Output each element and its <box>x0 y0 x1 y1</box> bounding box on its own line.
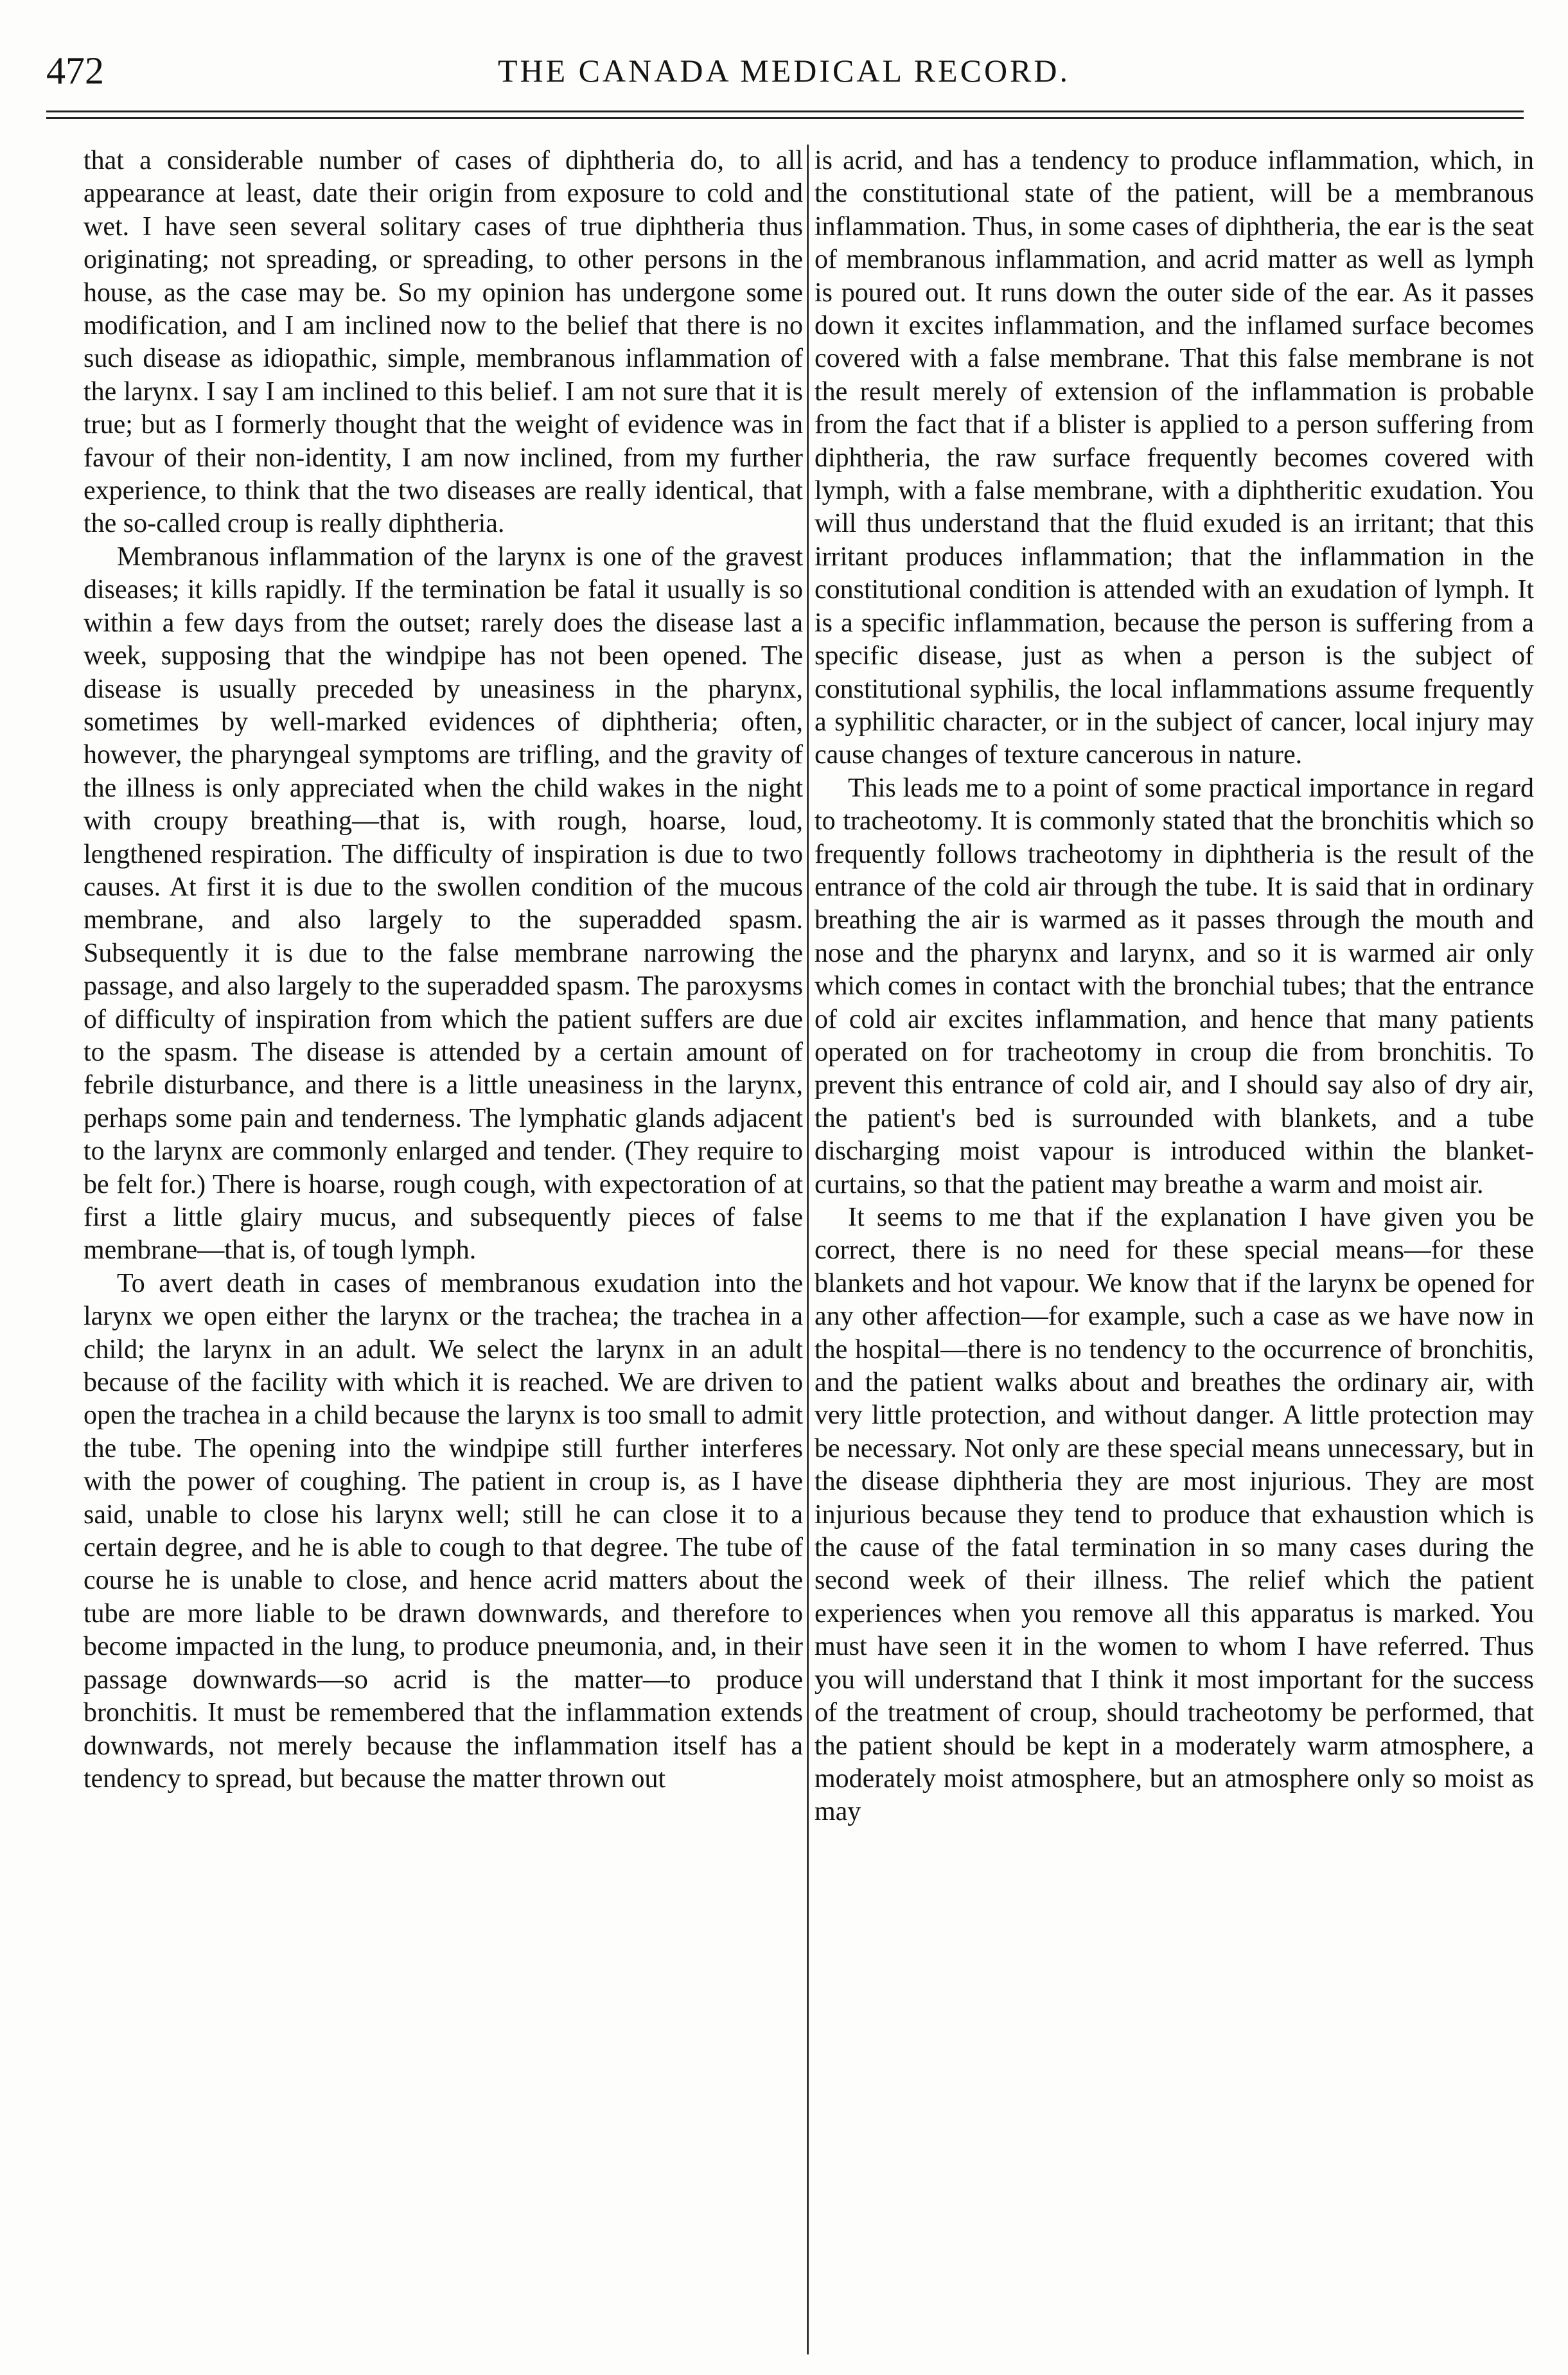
right-column <box>815 145 1534 2354</box>
journal-title: THE CANADA MEDICAL RECORD. <box>497 53 1071 89</box>
running-head <box>0 45 1568 96</box>
header-rule-bottom <box>46 117 1524 119</box>
paragraph-continued: that a considerable number of cases of diphtheria do, to all appearance at least, date their origin from exposure to cold and wet. I have seen several solitary cases of true diphtheria thus originating; not spreading, or spreading, to other persons in the house, as the case may be. So my opinion has undergone some modification, and I am inclined now to the belief that there is no such disease as idiopathic, simple, membranous inflammation of the larynx. I say I am inclined to this belief. I am not sure that it is true; but as I formerly thought that the weight of evidence was in favour of their non-identity, I am now inclined, from my further experience, to think that the two diseases are really identical, that the so-called croup is really diphtheria. <box>84 146 803 539</box>
paragraph: This leads me to a point of some practical importance in regard to tracheotomy. It is commonly stated that the bronchitis which so frequently follows tracheotomy in diphtheria is the result of the entrance of the cold air through the tube. It is said that in ordinary breathing the air is warmed as it passes through the mouth and nose and the pharynx and larynx, and so it is warmed air only which comes in contact with the bronchial tubes; that the entrance of cold air excites inflammation, and hence that many patients operated on for tracheotomy in croup die from bronchitis. To prevent this entrance of cold air, and I should say also of dry air, the patient's bed is surrounded with blankets, and a tube discharging moist vapour is introduced within the blanket-curtains, so that the patient may breathe a warm and moist air. <box>815 773 1534 1199</box>
paragraph: To avert death in cases of membranous exudation into the larynx we open either the larynx or the trachea; the trachea in a child; the larynx in an adult. We select the larynx in an adult because of the facility with which it is reached. We are driven to open the trachea in a child because the larynx is too small to admit the tube. The opening into the windpipe still further interferes with the power of coughing. The patient in croup is, as I have said, unable to close his larynx well; still he can close it to a certain degree, and he is able to cough to that degree. The tube of course he is unable to close, and hence acrid matters about the tube are more liable to be drawn downwards, and therefore to become impacted in the lung, to produce pneumonia, and, in their passage downwards—so acrid is the matter—to produce bronchitis. It must be remembered that the inflammation extends downwards, not merely because the inflammation itself has a tendency to spread, but because the matter thrown out <box>84 1268 803 1794</box>
paragraph: Membranous inflammation of the larynx is one of the gravest diseases; it kills rapidly. If the termination be fatal it usually is so within a few days from the outset; rarely does the disease last a week, supposing that the windpipe has not been opened. The disease is usually preceded by uneasiness in the pharynx, sometimes by well-marked evidences of diphtheria; often, however, the pharyngeal symptoms are trifling, and the gravity of the illness is only appreciated when the child wakes in the night with croupy breathing—that is, with rough, hoarse, loud, lengthened respiration. The difficulty of inspiration is due to two causes. At first it is due to the swollen condition of the mucous membrane, and also largely to the superadded spasm. Subsequently it is due to the false membrane narrowing the passage, and also largely to the superadded spasm. The paroxysms of difficulty of inspiration from which the patient suffers are due to the spasm. The disease is attended by a certain amount of febrile disturbance, and there is a little uneasiness in the larynx, perhaps some pain and tenderness. The lymphatic glands adjacent to the larynx are commonly enlarged and tender. (They require to be felt for.) There is hoarse, rough cough, with expectoration of at first a little glairy mucus, and subsequently pieces of false membrane—that is, of tough lymph. <box>84 542 803 1266</box>
column-divider <box>807 145 809 2354</box>
page-number: 472 <box>46 49 104 92</box>
header-rule-top <box>46 110 1524 112</box>
paragraph-continued: is acrid, and has a tendency to produce inflammation, which, in the constitutional state of the patient, will be a membranous inflammation. Thus, in some cases of diphtheria, the ear is the seat of membranous inflammation, and acrid matter as well as lymph is poured out. It runs down the outer side of the ear. As it passes down it excites inflammation, and the inflamed surface becomes covered with a false membrane. That this false membrane is not the result merely of extension of the inflammation is probable from the fact that if a blister is applied to a person suffering from diphtheria, the raw surface frequently becomes covered with lymph, with a false membrane, with a diphtheritic exudation. You will thus understand that the fluid exuded is an irritant; that this irritant produces inflammation; that the inflammation in the constitutional condition is attended with an exudation of lymph. It is a specific inflammation, because the person is suffering from a specific disease, just as when a person is the subject of constitutional syphilis, the local inflammations assume frequently a syphilitic character, or in the subject of cancer, local injury may cause changes of texture cancerous in nature. <box>815 146 1534 770</box>
paragraph: It seems to me that if the explanation I have given you be correct, there is no need for these special means—for these blankets and hot vapour. We know that if the larynx be opened for any other affection—for example, such a case as we have now in the hospital—there is no tendency to the occurrence of bronchitis, and the patient walks about and breathes the ordinary air, with very little protection, and without danger. A little protection may be necessary. Not only are these special means unnecessary, but in the disease diphtheria they are most injurious. They are most injurious because they tend to produce that exhaustion which is the cause of the fatal termination in so many cases during the second week of their illness. The relief which the patient experiences when you remove all this apparatus is marked. You must have seen it in the women to whom I have referred. Thus you will understand that I think it most important for the success of the treatment of croup, should tracheotomy be performed, that the patient should be kept in a moderately warm atmosphere, a moderately moist atmosphere, but an atmosphere only so moist as may <box>815 1203 1534 1827</box>
left-column <box>84 145 803 2354</box>
